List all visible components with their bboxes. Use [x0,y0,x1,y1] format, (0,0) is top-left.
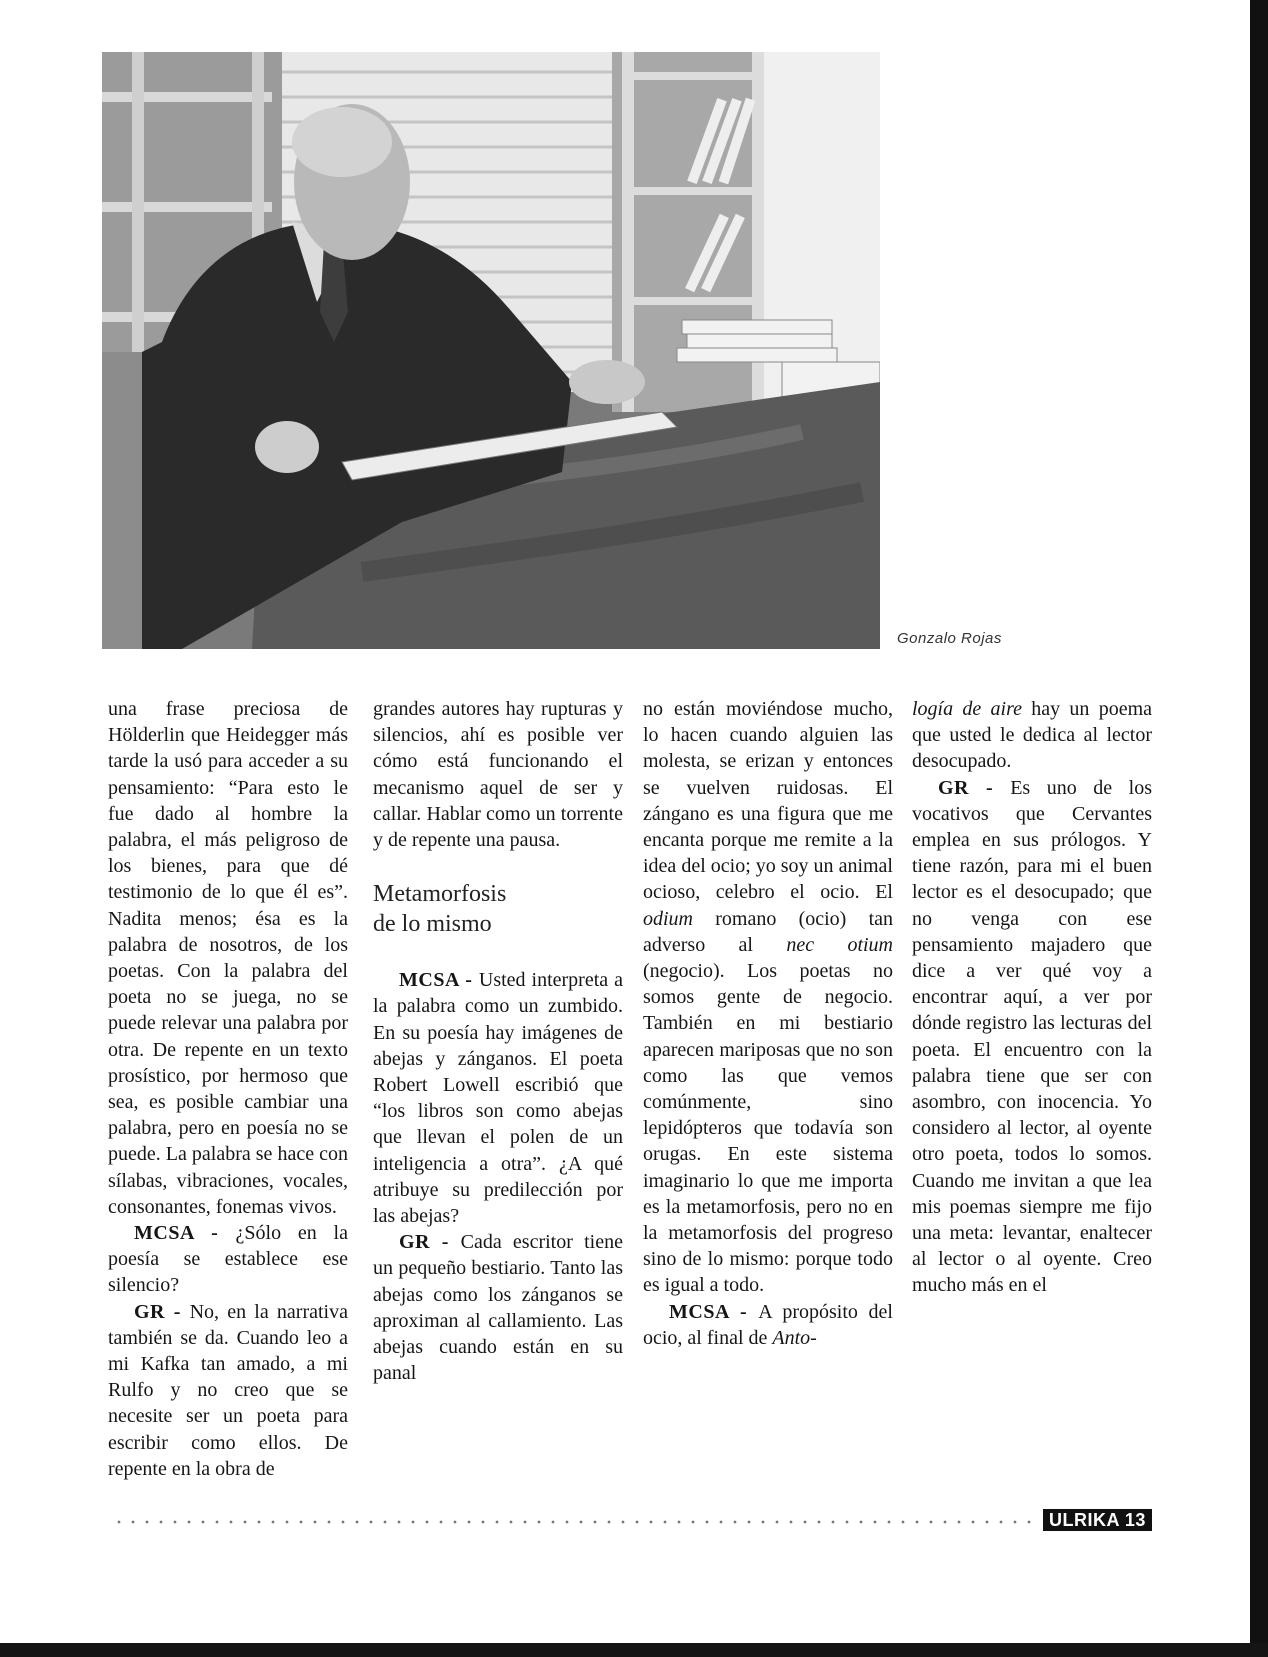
italic-title: Anto- [772,1326,817,1349]
paragraph-text: Es uno de los vocativos que Cervantes emplea en sus prólogos. Y tiene razón, para mi el buen lector es el desocupado; que no venga con ese pensamiento majadero que dice a ver qué voy a encontrar aquí, a ver por dónde registro las lecturas del poeta. El encuentro con la palabra tiene que ser con asombro, con inocencia. Yo considero al lector, al oyente otro poeta, todos lo somos. Cuando me invitan a que lea mis poemas siempre me fijo una meta: levantar, enaltecer al lector o al oyente. Creo mucho más en el [912,776,1153,1297]
text-column-1 [108,696,348,1482]
paragraph [643,696,893,1299]
speaker-label: GR - [938,776,1011,799]
speaker-label: MCSA - [399,969,479,992]
paragraph-text: No, en la narrativa también se da. Cuando leo a mi Kafka tan amado, a mi Rulfo y no creo que se necesite ser un poeta para escribir como ellos. De repente en la obra de [108,1300,348,1480]
question-paragraph [108,1220,348,1299]
question-paragraph [373,967,623,1229]
photo-caption: Gonzalo Rojas [897,630,1002,647]
portrait-photo [102,52,880,649]
paragraph-text: hay un poema que usted le dedica al lector desocupado. [912,698,1153,773]
italic-term: odium [643,907,693,930]
italic-term: nec otium [786,933,894,956]
text-run: no están moviéndose mucho, lo hacen cuando alguien las molesta, se erizan y entonces se vuelven ruidosas. El zángano es una figura que me encanta porque me remite a la idea del ocio; yo soy un animal ocioso, celebro el ocio. El [643,698,893,904]
paragraph-text: Usted interpreta a la palabra como un zumbido. En su poesía hay imágenes de abejas y zánganos. El poeta Robert Lowell escribió que “los libros son como abejas que llevan el polen de un inteligencia a otra”. ¿A qué atribuye su predilección por las abejas? [373,969,623,1228]
text-run: romano (ocio) tan adverso al [643,907,893,956]
section-heading-line: Metamorfosis [373,881,507,908]
page-edge-bottom [0,1643,1268,1657]
paragraph [912,696,1152,775]
italic-title: logía de aire [912,698,1023,720]
paragraph: grandes autores hay rupturas y silencios, ahí es posible ver cómo está funcionando el mecanismo aquel de ser y callar. Hablar como un torrente y de repente una pausa. [373,698,623,852]
paragraph-text: ¿Sólo en la poesía se establece ese silencio? [108,1222,348,1297]
page-edge-right [1250,0,1268,1657]
text-column-3 [643,696,893,1351]
paragraph: una frase preciosa de Hölderlin que Heidegger más tarde la usó para acceder a su pensamiento: “Para esto le fue dado al hombre la palabra, el más peligroso de los bienes, para que dé testimonio de lo que él es”. Nadita menos; ésa es la palabra de nosotros, de los poetas. Con la palabra del poeta no se juega, no se puede relevar una palabra por otra. De repente en un texto prosístico, por hermoso que sea, es posible cambiar una palabra, pero en poesía no se puede. La palabra se hace con sílabas, vibraciones, vocales, consonantes, fonemas vivos. [108,698,348,1218]
section-heading-line: de lo mismo [373,911,492,938]
speaker-label: GR - [134,1300,190,1323]
paragraph-text: A propósito del ocio, al final de [643,1300,893,1349]
speaker-label: MCSA - [669,1300,759,1323]
text-column-2 [373,696,623,1386]
text-run: (negocio). Los poetas no somos gente de negocio. También en mi bestiario aparecen mariposas que no son como las que vemos comúnmente, sino lepidópteros que todavía son orugas. En este sistema imaginario lo que me importa es la metamorfosis, pero no en la metamorfosis del progreso sino de lo mismo: porque todo es igual a todo. [643,960,893,1297]
speaker-label: GR - [399,1231,461,1254]
answer-paragraph [373,1229,623,1386]
answer-paragraph [108,1299,348,1482]
footer-dotted-rule [112,1519,1032,1525]
answer-paragraph [912,775,1152,1299]
text-column-4 [912,696,1152,1299]
question-paragraph [643,1299,893,1351]
section-heading [373,879,623,939]
paragraph-text: Cada escritor tiene un pequeño bestiario. Tanto las abejas como los zánganos se aproximan al callamiento. Las abejas cuando están en su panal [373,1231,623,1385]
speaker-label: MCSA - [134,1222,236,1245]
portrait-photo-image [102,52,880,649]
page-number-badge: ULRIKA 13 [1043,1509,1152,1531]
